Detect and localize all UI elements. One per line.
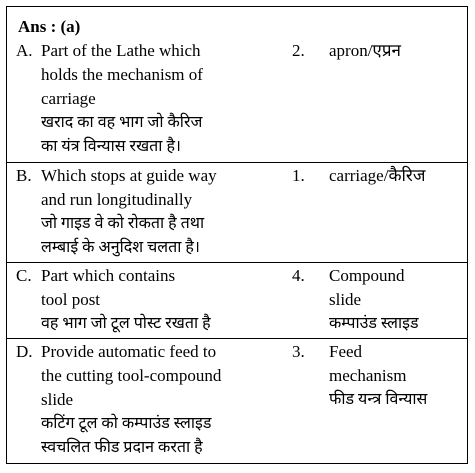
question-hi-line: जो गाइड वे को रोकता है तथा — [41, 215, 205, 232]
question-hi-line: वह भाग जो टूल पोस्ट रखता है — [41, 315, 211, 332]
question-hi-line: का यंत्र विन्यास रखता है। — [41, 138, 182, 155]
answer-table — [6, 6, 468, 464]
answer-en-line: apron/एप्रन — [329, 41, 401, 60]
question-text — [41, 264, 271, 336]
question-en-line: Provide automatic feed to — [41, 342, 217, 361]
question-en-line: slide — [41, 390, 74, 409]
row-letter: C. — [16, 266, 32, 285]
row-letter: A. — [16, 41, 33, 60]
question-hi-line: खराद का वह भाग जो कैरिज — [41, 114, 203, 131]
question-en-line: and run longitudinally — [41, 190, 193, 209]
question-en-line: the cutting tool-compound — [41, 366, 222, 385]
answer-text — [329, 340, 469, 412]
answer-en-line: carriage/कैरिज — [329, 166, 426, 185]
row-divider — [7, 162, 467, 163]
answer-number: 4. — [292, 266, 305, 285]
answer-en-line: Compound — [329, 266, 405, 285]
row-letter: D. — [16, 342, 33, 361]
question-en-line: holds the mechanism of — [41, 65, 203, 84]
row-divider — [7, 338, 467, 339]
answer-en-line: slide — [329, 290, 362, 309]
question-hi-line: स्वचलित फीड प्रदान करता है — [41, 439, 203, 456]
answer-en-line: Feed — [329, 342, 363, 361]
answer-hi-line: फीड यन्त्र विन्यास — [329, 391, 428, 408]
question-en-line: carriage — [41, 89, 96, 108]
answer-number: 1. — [292, 166, 305, 185]
answer-text — [329, 39, 469, 63]
answer-number: 3. — [292, 342, 305, 361]
question-text — [41, 39, 271, 159]
question-en-line: tool post — [41, 290, 101, 309]
answer-label: Ans : (a) — [18, 17, 81, 36]
row-divider — [7, 262, 467, 263]
answer-text — [329, 164, 469, 188]
question-en-line: Part which contains — [41, 266, 176, 285]
row-letter: B. — [16, 166, 32, 185]
question-text — [41, 340, 271, 460]
answer-en-line: mechanism — [329, 366, 407, 385]
question-en-line: Which stops at guide way — [41, 166, 217, 185]
question-hi-line: लम्बाई के अनुदिश चलता है। — [41, 239, 200, 256]
question-hi-line: कटिंग टूल को कम्पाउंड स्लाइड — [41, 415, 212, 432]
answer-number: 2. — [292, 41, 305, 60]
answer-text — [329, 264, 469, 336]
question-en-line: Part of the Lathe which — [41, 41, 201, 60]
answer-hi-line: कम्पाउंड स्लाइड — [329, 315, 419, 332]
question-text — [41, 164, 271, 260]
